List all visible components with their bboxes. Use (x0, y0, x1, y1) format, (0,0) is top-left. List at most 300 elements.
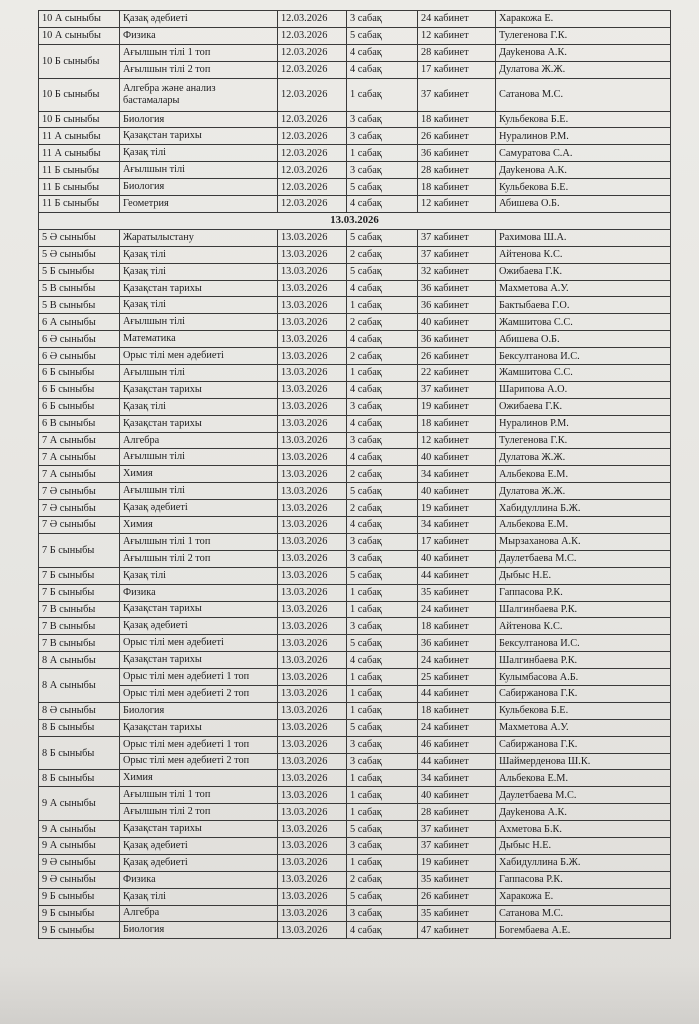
date-cell: 13.03.2026 (278, 449, 347, 466)
subject-cell (120, 111, 278, 128)
table-row (39, 601, 671, 618)
lesson-cell: 4 сабақ (347, 280, 418, 297)
teacher-cell: Айтенова К.С. (496, 618, 671, 635)
class-cell: 11 А сыныбы (39, 145, 120, 162)
room-cell: 35 кабинет (418, 584, 496, 601)
room-cell: 32 кабинет (418, 263, 496, 280)
teacher-cell: Мырзаханова А.К. (496, 533, 671, 550)
lesson-cell: 3 сабақ (347, 736, 418, 753)
subject-cell (120, 517, 278, 534)
subject-text: Алгебра (123, 907, 160, 919)
room-cell: 36 кабинет (418, 145, 496, 162)
class-cell: 9 Б сыныбы (39, 922, 120, 939)
lesson-cell: 4 сабақ (347, 449, 418, 466)
lesson-cell: 4 сабақ (347, 196, 418, 213)
class-cell: 9 Б сыныбы (39, 905, 120, 922)
class-cell: 6 Б сыныбы (39, 398, 120, 415)
subject-cell (120, 162, 278, 179)
class-cell: 7 А сыныбы (39, 432, 120, 449)
table-row (39, 804, 671, 821)
room-cell: 36 кабинет (418, 635, 496, 652)
room-cell: 35 кабинет (418, 905, 496, 922)
subject-cell (120, 61, 278, 78)
subject-cell (120, 280, 278, 297)
table-row (39, 567, 671, 584)
lesson-cell: 4 сабақ (347, 381, 418, 398)
subject-cell (120, 787, 278, 804)
subject-cell (120, 584, 278, 601)
lesson-cell: 1 сабақ (347, 584, 418, 601)
table-row (39, 432, 671, 449)
class-cell: 7 Б сыныбы (39, 533, 120, 567)
subject-cell (120, 702, 278, 719)
subject-cell (120, 753, 278, 770)
room-cell: 37 кабинет (418, 821, 496, 838)
table-row (39, 398, 671, 415)
room-cell: 40 кабинет (418, 314, 496, 331)
subject-text: Орыс тілі мен әдебиеті (123, 350, 224, 362)
date-cell: 13.03.2026 (278, 500, 347, 517)
lesson-cell: 1 сабақ (347, 804, 418, 821)
teacher-cell: Ожибаева Г.К. (496, 398, 671, 415)
class-cell: 6 В сыныбы (39, 415, 120, 432)
teacher-cell: Сатанова М.С. (496, 905, 671, 922)
subject-cell (120, 44, 278, 61)
subject-text: Қазақстан тарихы (123, 721, 202, 733)
subject-text: Қазақ әдебиеті (123, 839, 188, 851)
subject-text: Қазақстан тарихы (123, 383, 202, 395)
date-cell: 13.03.2026 (278, 652, 347, 669)
table-row (39, 196, 671, 213)
class-cell: 5 В сыныбы (39, 280, 120, 297)
table-row (39, 702, 671, 719)
date-cell: 13.03.2026 (278, 331, 347, 348)
teacher-cell: Кульбекова Б.Е. (496, 702, 671, 719)
date-cell: 13.03.2026 (278, 635, 347, 652)
subject-cell (120, 179, 278, 196)
room-cell: 24 кабинет (418, 719, 496, 736)
date-cell: 13.03.2026 (278, 753, 347, 770)
class-cell: 9 Б сыныбы (39, 888, 120, 905)
subject-text: Ағылшын тілі (123, 451, 186, 463)
date-cell: 13.03.2026 (278, 669, 347, 686)
teacher-cell: Кульбекова Б.Е. (496, 111, 671, 128)
subject-text: Қазақ әдебиеті (123, 620, 188, 632)
subject-cell (120, 804, 278, 821)
date-cell: 13.03.2026 (278, 314, 347, 331)
date-cell: 13.03.2026 (278, 719, 347, 736)
class-cell: 5 В сыныбы (39, 297, 120, 314)
lesson-cell: 1 сабақ (347, 145, 418, 162)
date-cell: 13.03.2026 (278, 348, 347, 365)
section-date-heading: 13.03.2026 (39, 212, 671, 229)
class-cell: 7 В сыныбы (39, 601, 120, 618)
room-cell: 34 кабинет (418, 517, 496, 534)
subject-text: Қазақ тілі (123, 400, 167, 412)
teacher-cell: Жамшитова С.С. (496, 314, 671, 331)
teacher-cell: Бактыбаева Г.О. (496, 297, 671, 314)
table-row (39, 652, 671, 669)
subject-text: Физика (123, 586, 156, 598)
subject-cell (120, 297, 278, 314)
lesson-cell: 3 сабақ (347, 837, 418, 854)
lesson-cell: 1 сабақ (347, 601, 418, 618)
class-cell: 6 Ә сыныбы (39, 331, 120, 348)
room-cell: 24 кабинет (418, 601, 496, 618)
subject-text: Ағылшын тілі (123, 164, 186, 176)
date-cell: 12.03.2026 (278, 61, 347, 78)
teacher-cell: Кульбекова Б.Е. (496, 179, 671, 196)
table-row (39, 27, 671, 44)
subject-text: Ағылшын тілі (123, 485, 186, 497)
date-cell: 13.03.2026 (278, 888, 347, 905)
table-row (39, 61, 671, 78)
room-cell: 19 кабинет (418, 854, 496, 871)
teacher-cell: Жамшитова С.С. (496, 365, 671, 382)
teacher-cell: Кулымбасова А.Б. (496, 669, 671, 686)
teacher-cell: Нуралинов Р.М. (496, 415, 671, 432)
date-cell: 13.03.2026 (278, 381, 347, 398)
subject-text: Ағылшын тілі 2 топ (123, 806, 211, 818)
lesson-cell: 3 сабақ (347, 111, 418, 128)
subject-cell (120, 635, 278, 652)
subject-cell (120, 331, 278, 348)
date-cell: 12.03.2026 (278, 179, 347, 196)
room-cell: 34 кабинет (418, 466, 496, 483)
lesson-cell: 2 сабақ (347, 246, 418, 263)
table-row (39, 111, 671, 128)
subject-text: Орыс тілі мен әдебиеті (123, 637, 224, 649)
teacher-cell: Нуралинов Р.М. (496, 128, 671, 145)
class-cell: 10 Б сыныбы (39, 111, 120, 128)
subject-text: Қазақстан тарихы (123, 130, 202, 142)
subject-text: Биология (123, 181, 165, 193)
class-cell: 10 А сыныбы (39, 11, 120, 28)
class-cell: 6 Б сыныбы (39, 365, 120, 382)
room-cell: 37 кабинет (418, 246, 496, 263)
subject-text: Химия (123, 468, 153, 480)
room-cell: 18 кабинет (418, 702, 496, 719)
table-row (39, 888, 671, 905)
lesson-cell: 4 сабақ (347, 61, 418, 78)
subject-text: Ағылшын тілі 1 топ (123, 46, 211, 58)
class-cell: 9 А сыныбы (39, 821, 120, 838)
teacher-cell: Шаймерденова Ш.К. (496, 753, 671, 770)
date-cell: 13.03.2026 (278, 922, 347, 939)
subject-text: Қазақстан тарихы (123, 603, 202, 615)
class-cell: 6 Ә сыныбы (39, 348, 120, 365)
table-row (39, 280, 671, 297)
table-row (39, 821, 671, 838)
subject-cell (120, 348, 278, 365)
table-row (39, 297, 671, 314)
teacher-cell: Харакожа Е. (496, 11, 671, 28)
class-cell: 5 Ә сыныбы (39, 229, 120, 246)
teacher-cell: Даулетбаева М.С. (496, 550, 671, 567)
teacher-cell: Дулатова Ж.Ж. (496, 61, 671, 78)
lesson-cell: 2 сабақ (347, 348, 418, 365)
lesson-cell: 5 сабақ (347, 483, 418, 500)
class-cell: 9 А сыныбы (39, 837, 120, 854)
subject-text: Жаратылыстану (123, 231, 194, 243)
subject-text: Ағылшын тілі (123, 366, 186, 378)
date-cell: 13.03.2026 (278, 871, 347, 888)
class-cell: 8 А сыныбы (39, 652, 120, 669)
date-cell: 12.03.2026 (278, 111, 347, 128)
teacher-cell: Дыбыс Н.Е. (496, 567, 671, 584)
teacher-cell: Махметова А.У. (496, 719, 671, 736)
table-row (39, 348, 671, 365)
room-cell: 12 кабинет (418, 196, 496, 213)
class-cell: 7 Б сыныбы (39, 584, 120, 601)
schedule-table (38, 10, 671, 939)
subject-cell (120, 550, 278, 567)
room-cell: 40 кабинет (418, 550, 496, 567)
teacher-cell: Хабидуллина Б.Ж. (496, 854, 671, 871)
teacher-cell: Абишева О.Б. (496, 196, 671, 213)
subject-cell (120, 483, 278, 500)
subject-text: Ағылшын тілі 2 топ (123, 63, 211, 75)
subject-text: Қазақ тілі (123, 248, 167, 260)
date-cell: 12.03.2026 (278, 145, 347, 162)
teacher-cell: Дауkенова А.К. (496, 804, 671, 821)
room-cell: 37 кабинет (418, 78, 496, 111)
lesson-cell: 4 сабақ (347, 331, 418, 348)
class-cell: 7 А сыныбы (39, 466, 120, 483)
subject-text: Ағылшын тілі (123, 316, 186, 328)
class-cell: 7 Ә сыныбы (39, 500, 120, 517)
date-cell: 12.03.2026 (278, 128, 347, 145)
subject-cell (120, 685, 278, 702)
subject-cell (120, 415, 278, 432)
room-cell: 26 кабинет (418, 128, 496, 145)
table-row (39, 854, 671, 871)
lesson-cell: 5 сабақ (347, 635, 418, 652)
room-cell: 40 кабинет (418, 787, 496, 804)
teacher-cell: Дауkенова А.К. (496, 162, 671, 179)
room-cell: 12 кабинет (418, 27, 496, 44)
class-cell: 7 Б сыныбы (39, 567, 120, 584)
date-cell: 13.03.2026 (278, 263, 347, 280)
teacher-cell: Сатанова М.С. (496, 78, 671, 111)
class-cell: 7 Ә сыныбы (39, 483, 120, 500)
page-bottom-shadow (0, 965, 699, 1024)
subject-cell (120, 381, 278, 398)
subject-cell (120, 821, 278, 838)
room-cell: 17 кабинет (418, 533, 496, 550)
teacher-cell: Айтенова К.С. (496, 246, 671, 263)
date-cell: 13.03.2026 (278, 837, 347, 854)
table-row (39, 78, 671, 111)
lesson-cell: 2 сабақ (347, 500, 418, 517)
room-cell: 36 кабинет (418, 331, 496, 348)
class-cell: 8 Б сыныбы (39, 719, 120, 736)
teacher-cell: Сабиржанова Г.К. (496, 685, 671, 702)
room-cell: 19 кабинет (418, 500, 496, 517)
teacher-cell: Альбекова Е.М. (496, 517, 671, 534)
teacher-cell: Харакожа Е. (496, 888, 671, 905)
table-row (39, 533, 671, 550)
lesson-cell: 1 сабақ (347, 365, 418, 382)
room-cell: 36 кабинет (418, 297, 496, 314)
lesson-cell: 2 сабақ (347, 314, 418, 331)
class-cell: 7 В сыныбы (39, 618, 120, 635)
date-cell: 13.03.2026 (278, 736, 347, 753)
subject-cell (120, 128, 278, 145)
room-cell: 34 кабинет (418, 770, 496, 787)
class-cell: 7 Ә сыныбы (39, 517, 120, 534)
lesson-cell: 3 сабақ (347, 550, 418, 567)
schedule-document (38, 10, 663, 939)
class-cell: 10 А сыныбы (39, 27, 120, 44)
teacher-cell: Абишева О.Б. (496, 331, 671, 348)
teacher-cell: Дулатова Ж.Ж. (496, 483, 671, 500)
date-cell: 12.03.2026 (278, 78, 347, 111)
room-cell: 18 кабинет (418, 179, 496, 196)
date-cell: 13.03.2026 (278, 466, 347, 483)
subject-cell (120, 314, 278, 331)
subject-cell (120, 652, 278, 669)
lesson-cell: 1 сабақ (347, 787, 418, 804)
lesson-cell: 1 сабақ (347, 702, 418, 719)
subject-cell (120, 669, 278, 686)
class-cell: 6 А сыныбы (39, 314, 120, 331)
room-cell: 26 кабинет (418, 348, 496, 365)
subject-cell (120, 905, 278, 922)
room-cell: 18 кабинет (418, 415, 496, 432)
teacher-cell: Хабидуллина Б.Ж. (496, 500, 671, 517)
lesson-cell: 1 сабақ (347, 297, 418, 314)
lesson-cell: 3 сабақ (347, 398, 418, 415)
room-cell: 12 кабинет (418, 432, 496, 449)
table-row (39, 44, 671, 61)
class-cell: 9 А сыныбы (39, 787, 120, 821)
table-row (39, 685, 671, 702)
table-row (39, 922, 671, 939)
table-row (39, 415, 671, 432)
subject-text: Биология (123, 924, 165, 936)
date-cell: 13.03.2026 (278, 854, 347, 871)
date-cell: 13.03.2026 (278, 702, 347, 719)
date-cell: 13.03.2026 (278, 787, 347, 804)
table-row (39, 871, 671, 888)
room-cell: 28 кабинет (418, 44, 496, 61)
date-section-row (39, 212, 671, 229)
teacher-cell: Богембаева А.Е. (496, 922, 671, 939)
lesson-cell: 4 сабақ (347, 922, 418, 939)
subject-text: Қазақстан тарихы (123, 823, 202, 835)
lesson-cell: 5 сабақ (347, 719, 418, 736)
lesson-cell: 4 сабақ (347, 44, 418, 61)
subject-cell (120, 601, 278, 618)
date-cell: 13.03.2026 (278, 246, 347, 263)
subject-cell (120, 398, 278, 415)
room-cell: 37 кабинет (418, 381, 496, 398)
subject-cell (120, 719, 278, 736)
lesson-cell: 5 сабақ (347, 821, 418, 838)
class-cell: 10 Б сыныбы (39, 44, 120, 78)
teacher-cell: Дауkенова А.К. (496, 44, 671, 61)
class-cell: 11 Б сыныбы (39, 179, 120, 196)
date-cell: 13.03.2026 (278, 685, 347, 702)
teacher-cell: Гаппасова Р.К. (496, 584, 671, 601)
lesson-cell: 5 сабақ (347, 263, 418, 280)
subject-cell (120, 78, 278, 111)
room-cell: 24 кабинет (418, 652, 496, 669)
teacher-cell: Рахимова Ш.А. (496, 229, 671, 246)
table-row (39, 618, 671, 635)
date-cell: 13.03.2026 (278, 550, 347, 567)
table-row (39, 905, 671, 922)
table-row (39, 483, 671, 500)
subject-text: Қазақ тілі (123, 147, 167, 159)
class-cell: 8 А сыныбы (39, 669, 120, 703)
class-cell: 11 Б сыныбы (39, 162, 120, 179)
date-cell: 12.03.2026 (278, 27, 347, 44)
subject-cell (120, 567, 278, 584)
lesson-cell: 3 сабақ (347, 753, 418, 770)
subject-text: Физика (123, 873, 156, 885)
teacher-cell: Тулегенова Г.К. (496, 432, 671, 449)
subject-cell (120, 263, 278, 280)
room-cell: 25 кабинет (418, 669, 496, 686)
subject-text: Қазақ әдебиеті (123, 502, 188, 514)
subject-text: Геометрия (123, 197, 169, 209)
subject-text: Қазақ тілі (123, 890, 167, 902)
teacher-cell: Гаппасова Р.К. (496, 871, 671, 888)
subject-text: Ағылшын тілі 1 топ (123, 789, 211, 801)
lesson-cell: 1 сабақ (347, 854, 418, 871)
date-cell: 13.03.2026 (278, 804, 347, 821)
room-cell: 44 кабинет (418, 685, 496, 702)
teacher-cell: Альбекова Е.М. (496, 466, 671, 483)
teacher-cell: Самуратова С.А. (496, 145, 671, 162)
lesson-cell: 1 сабақ (347, 770, 418, 787)
lesson-cell: 3 сабақ (347, 905, 418, 922)
lesson-cell: 2 сабақ (347, 871, 418, 888)
table-row (39, 179, 671, 196)
date-cell: 12.03.2026 (278, 162, 347, 179)
lesson-cell: 3 сабақ (347, 11, 418, 28)
teacher-cell: Бексултанова И.С. (496, 348, 671, 365)
table-row (39, 11, 671, 28)
room-cell: 46 кабинет (418, 736, 496, 753)
subject-cell (120, 27, 278, 44)
subject-text: Қазақстан тарихы (123, 282, 202, 294)
lesson-cell: 5 сабақ (347, 567, 418, 584)
subject-cell (120, 618, 278, 635)
table-row (39, 517, 671, 534)
room-cell: 47 кабинет (418, 922, 496, 939)
room-cell: 17 кабинет (418, 61, 496, 78)
room-cell: 40 кабинет (418, 483, 496, 500)
subject-cell (120, 500, 278, 517)
room-cell: 28 кабинет (418, 804, 496, 821)
table-row (39, 550, 671, 567)
date-cell: 12.03.2026 (278, 196, 347, 213)
date-cell: 13.03.2026 (278, 905, 347, 922)
subject-cell (120, 837, 278, 854)
teacher-cell: Дулатова Ж.Ж. (496, 449, 671, 466)
subject-cell (120, 145, 278, 162)
class-cell: 10 Б сыныбы (39, 78, 120, 111)
table-row (39, 381, 671, 398)
teacher-cell: Ожибаева Г.К. (496, 263, 671, 280)
table-row (39, 331, 671, 348)
lesson-cell: 1 сабақ (347, 669, 418, 686)
subject-cell (120, 888, 278, 905)
subject-cell (120, 229, 278, 246)
